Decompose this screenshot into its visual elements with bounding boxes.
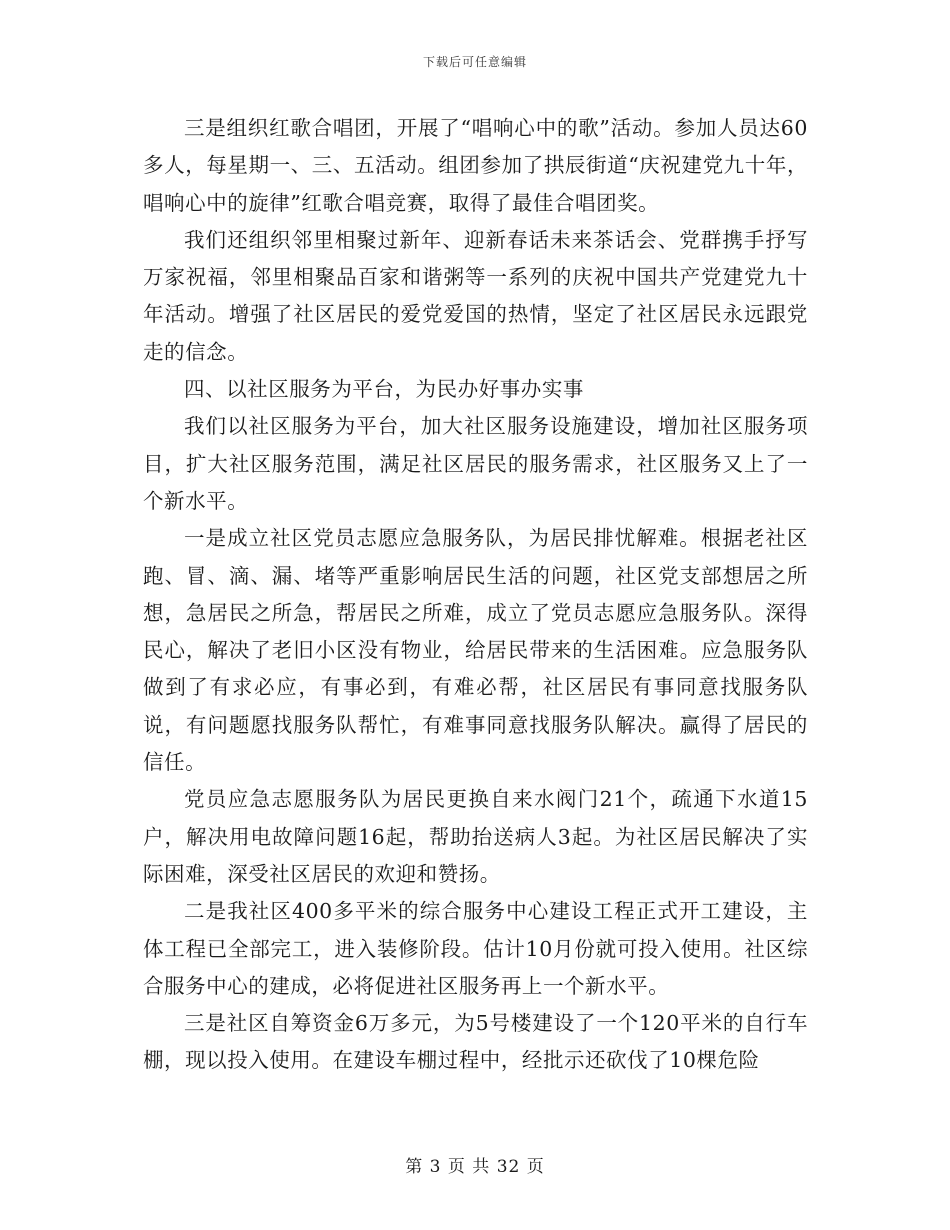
paragraph: 二是我社区400多平米的综合服务中心建设工程正式开工建设，主体工程已全部完工，进入装修阶段。估计10月份就可投入使用。社区综合服务中心的建成，必将促进社区服务再上一个新水平。 xyxy=(143,899,808,998)
page-header-note: 下载后可任意编辑 xyxy=(422,55,527,69)
page-number-label: 第 3 页 共 32 页 xyxy=(405,1157,545,1177)
paragraph: 我们还组织邻里相聚过新年、迎新春话未来茶话会、党群携手抒写万家祝福，邻里相聚品百家和谐粥等一系列的庆祝中国共产党建党九十年活动。增强了社区居民的爱党爱国的热情，坚定了社区居民永远跟党走的信念。 xyxy=(143,227,808,364)
document-body xyxy=(143,110,808,1080)
paragraph: 党员应急志愿服务队为居民更换自来水阀门21个，疏通下水道15户，解决用电故障问题16起，帮助抬送病人3起。为社区居民解决了实际困难，深受社区居民的欢迎和赞扬。 xyxy=(143,787,808,886)
paragraph: 一是成立社区党员志愿应急服务队，为居民排忧解难。根据老社区跑、冒、滴、漏、堵等严重影响居民生活的问题，社区党支部想居之所想，急居民之所急，帮居民之所难，成立了党员志愿应急服务队。深得民心，解决了老旧小区没有物业，给居民带来的生活困难。应急服务队做到了有求必应，有事必到，有难必帮，社区居民有事同意找服务队说，有问题愿找服务队帮忙，有难事同意找服务队解决。赢得了居民的信任。 xyxy=(143,526,808,775)
paragraph: 三是组织红歌合唱团，开展了“唱响心中的歌”活动。参加人员达60多人，每星期一、三、五活动。组团参加了拱辰街道“庆祝建党九十年，唱响心中的旋律”红歌合唱竞赛，取得了最佳合唱团奖。 xyxy=(143,116,808,215)
paragraph: 我们以社区服务为平台，加大社区服务设施建设，增加社区服务项目，扩大社区服务范围，满足社区居民的服务需求，社区服务又上了一个新水平。 xyxy=(143,414,808,513)
paragraph: 三是社区自筹资金6万多元，为5号楼建设了一个120平米的自行车棚，现以投入使用。在建设车棚过程中，经批示还砍伐了10棵危险 xyxy=(143,1011,808,1073)
page-number-footer xyxy=(0,1152,950,1177)
section-heading: 四、以社区服务为平台，为民办好事办实事 xyxy=(184,377,584,402)
